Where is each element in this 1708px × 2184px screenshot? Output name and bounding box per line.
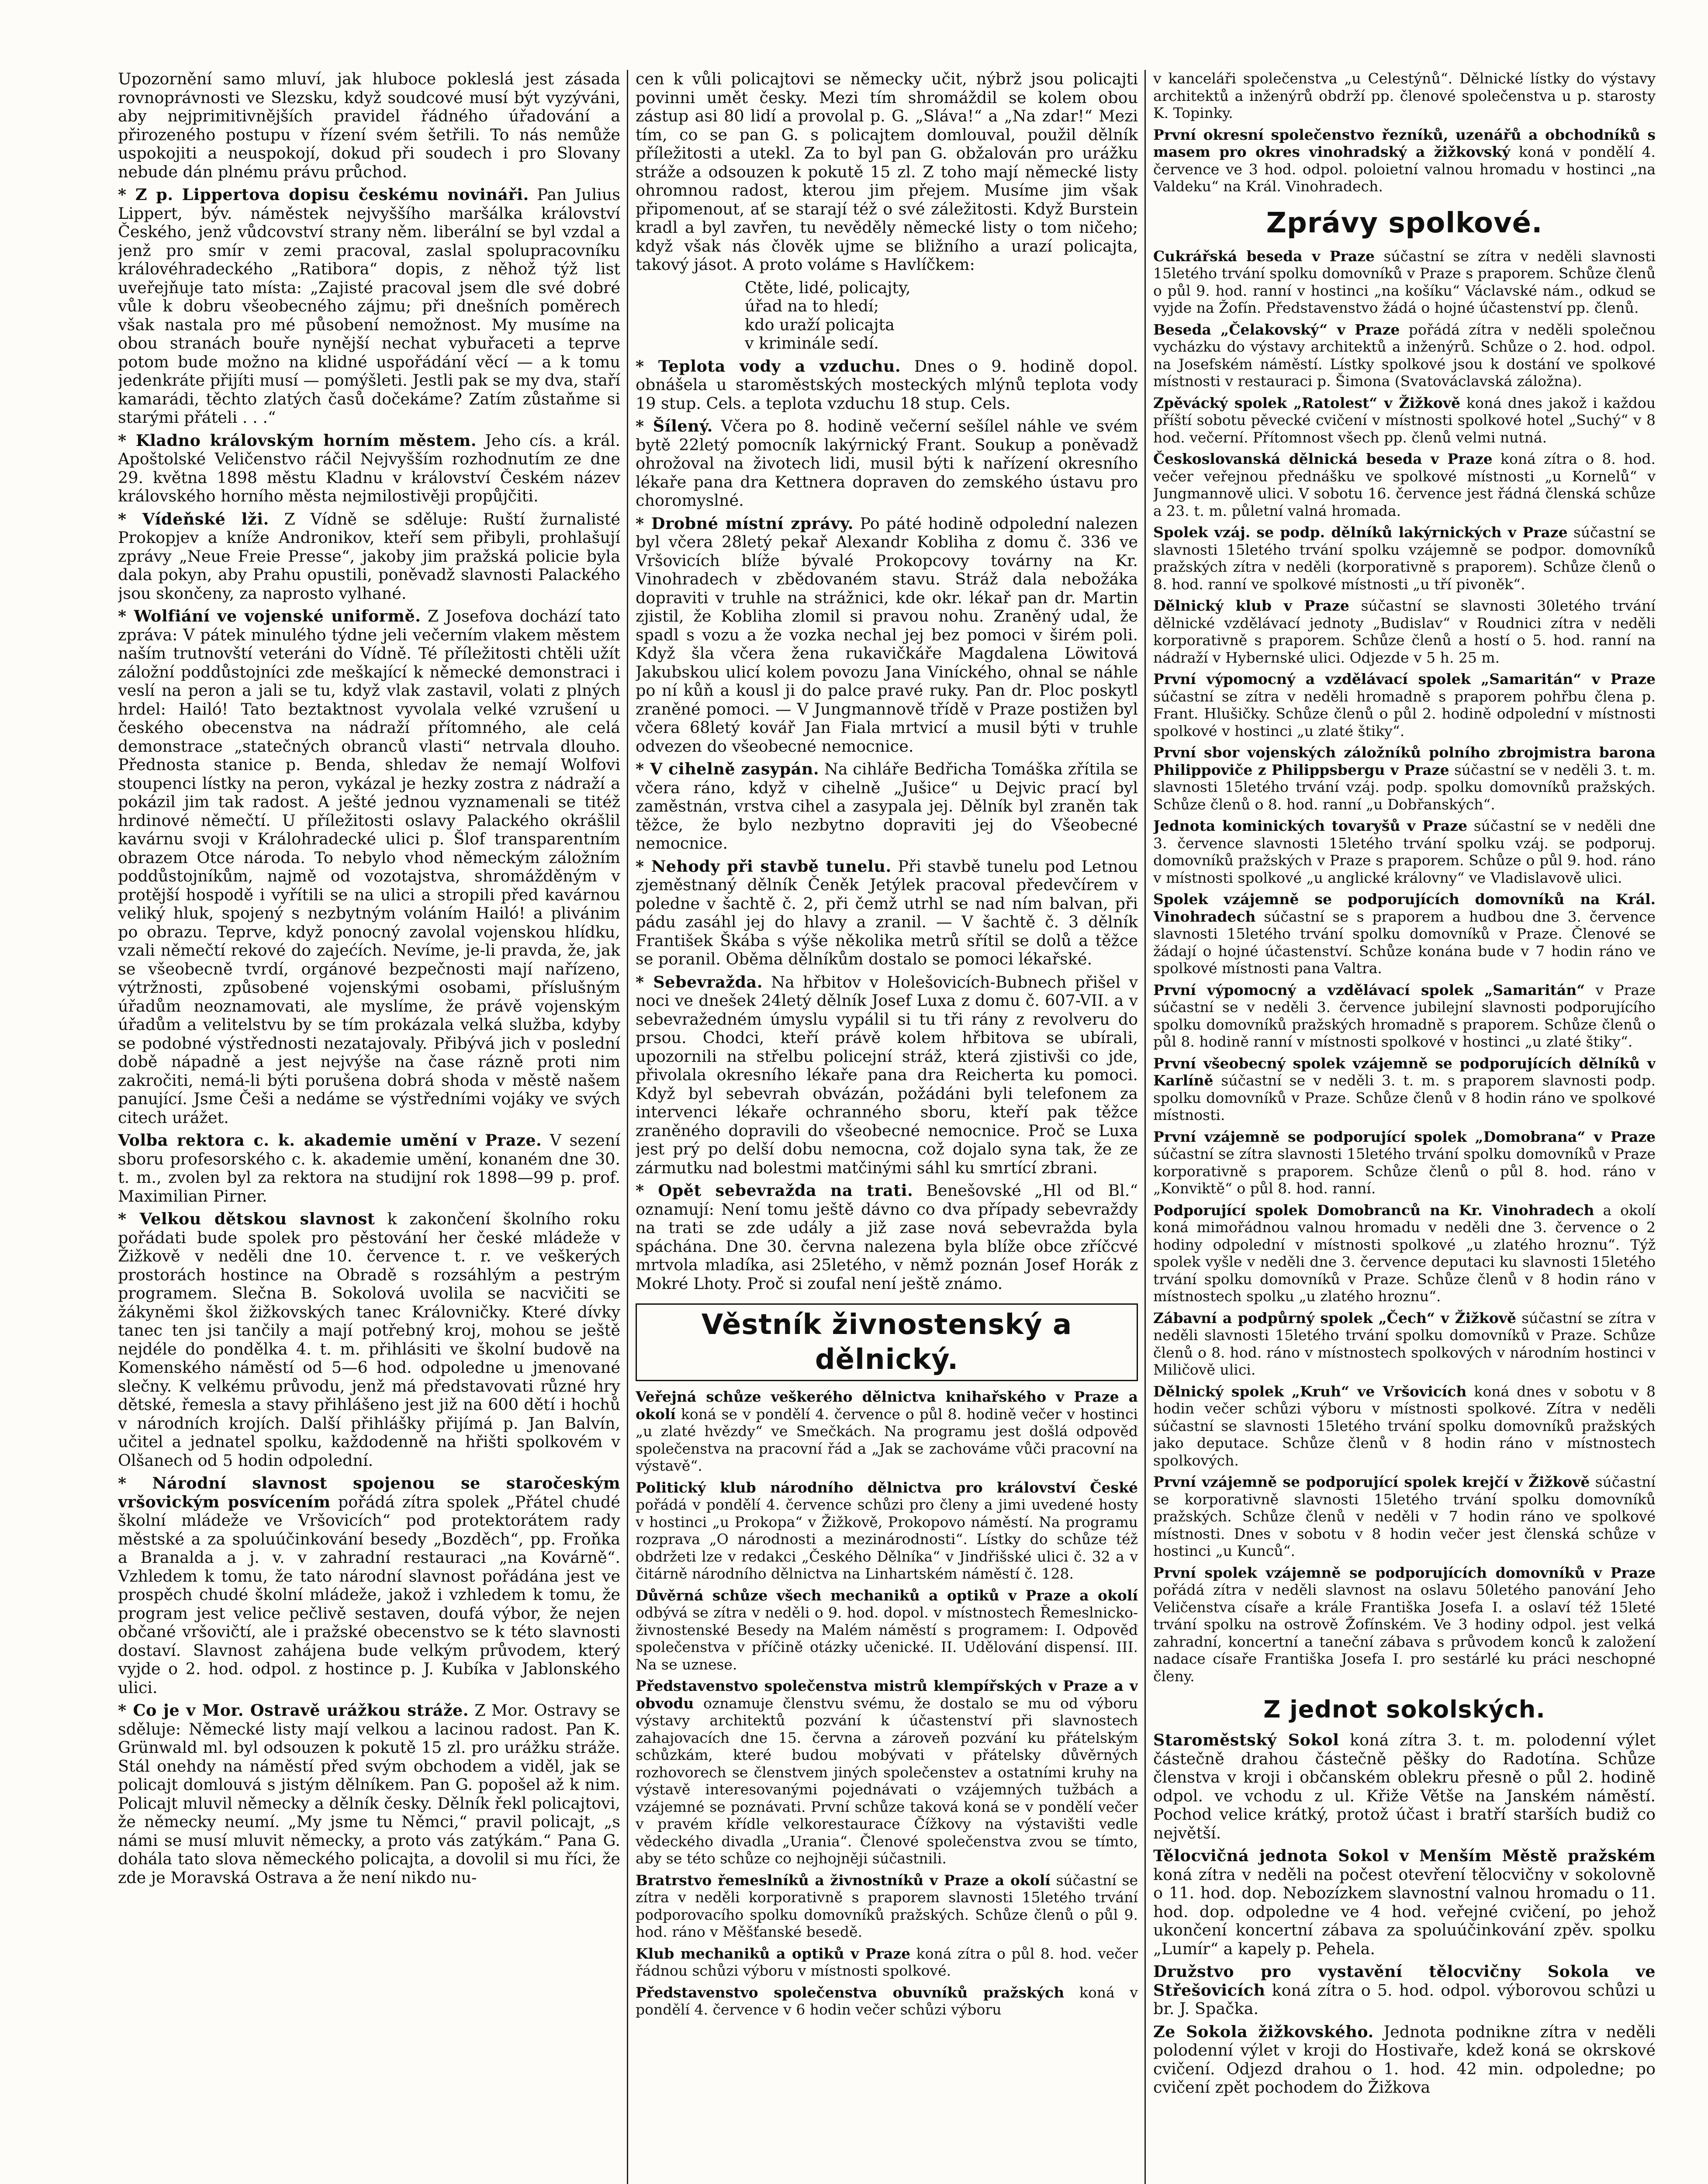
article-body: Z Josefova dochází tato zpráva: V pátek minulého týdne jeli večerním vlakem městem naším trutnovští veteráni do Vídně. Té příležitosti chtěli užít záložní poddůstojníci zde meškající k německé demonstraci i veslí na peron a jali se tu, když vlak zastavil, volati z plných hrdel: Hailó! Tato beztaktnost vyvolala velké vzrušení u českého obecenstva na nádraží přítomného, ale celá demonstrace „statečných obranců vlasti“ netrvala dlouho. Přednosta stanice p. Benda, shledav že nemají Wolfovi stoupenci lístky na peron, vykázal je hezky zostra z nádraží a pokázil jim tak radost. A ješté jednou vyznamenali se titéž hrdinové němečtí. U příležitosti oslavy Palackého okrášlil kavárnu svoji v Králohradecké ulici p. Šlof transparentním obrazem Otce národa. To nebylo vhod německým záložním poddůstojníkům, najmě od vozotajstva, shromážděným v protější hospodě i vyřítili se na ulici a stropili před kavárnou veliký hluk, spojený s nezbytným voláním Hailó! a plivánim po obrazu. Teprve, když ponocný zavolal vojenskou hlídku, vzali němečtí rekové do zajećích. Nevíme, je-li pravda, že, jak se všeobecně tvrdí, orgánové bezpečnosti mají nařízeno, výtržnosti, způsobené vojenskými osobami, příslušným úřadům neoznamovati, ale myslíme, že právě vojenským úřadům a velitelstvu by se tím prokázala velká služba, kdyby se podobné výstřednosti nezatajovaly. Přibývá jich v poslední době nápadně a jest nejvýše na čase rázně proti nim zakročiti, nemá-li býti porušena dobrá shoda v městě našem panující. Jsme Češi a nedáme se výstředními vojáky ve svých citech urážet. [118,607,620,1127]
article-headline: Dělnický spolek „Kruh“ ve Vršovicích [1153,1382,1467,1400]
article-headline: * Vídeňské lži. [118,509,269,529]
article-body: v Praze súčastní se v neděli 3. července jubilejní slavnosti podporujícího spolku domovníků pražských hromadně s praporem. Schůze členů o půl 8. hodině ranní v místnosti spolkové v hostinci „u zlaté štiky“. [1153,981,1656,1050]
article-paragraph [1153,1847,1656,1958]
article-paragraph [636,1479,1138,1583]
article-headline: * V cihelně zasypán. [636,760,819,778]
article-headline: První výpomocný a vzdělávací spolek „Samaritán“ [1153,981,1585,999]
article-paragraph [118,510,620,603]
article-paragraph [1153,524,1656,593]
article-paragraph [636,515,1138,756]
article-paragraph [118,1701,620,1887]
article-paragraph [1153,321,1656,390]
article-body: pořádá v pondělí 4. července schůzi pro členy a jimi uvedené hosty v hostinci „u Prokopa“ v Žižkově, Prokopovo náměstí. Na programu rozprava „O národnosti a mezinárodnosti“. Lístky do schůze též obdržeti lze v redakci „Českého Dělníka“ v Jindřišské ulici č. 32 a v čitárně národního dělnictva na Linhartském náměstí č. 128. [636,1496,1138,1582]
article-headline: První spolek vzájemně se podporujících domovníků v Praze [1153,1564,1656,1581]
newspaper-column-2 [636,70,1138,2184]
article-body: pořádá zítra v neděli slavnost na oslavu 50letého panování Jeho Veličenstva císaře a krále Františka Josefa I. a oslaví též 15leté trvání spolku na ostrově Žofínském. Ve 3 hodiny odpol. jest velká zahradní, koncertní a taneční zábava s průvodem konců k založení nadace císaře Františka Josefa I. pro sestárlé ku práci neschopné členy. [1153,1581,1656,1685]
article-body: súčastní se zítra v neděli slavnosti 15letého trvání spolku domovníků v Praze s praporem. Schůze členů o půl 9. hod. ranní v hostinci „na košíku“ Václavské nám., odkud se vyjde na Žofín. Představenstvo žádá o hojné účastenství pp. členů. [1153,247,1656,316]
column2-articles-middle [636,357,1138,1293]
article-headline: Klub mechaniků a optiků v Praze [636,1945,911,1962]
article-body: koná dnes v sobotu v 8 hodin večer schůzi výboru v místnosti spolkové. Zítra v neděli súčastní se slavnosti 15letého trvání spolku domovníků pražských jako deputace. Schůze členů v 8 hodin ráno v místnostech spolkových. [1153,1382,1656,1469]
article-headline: Staroměstský Sokol [1153,1731,1339,1749]
article-paragraph [1153,744,1656,813]
article-body: koná zítra v neděli na počest otevření tělocvičny v sokolovně o 11. hod. dop. Nebozízkem slavnostní valnou hromadu o 11. hod. dop. odpoledne ve 4 hod. veřejné cvičení, po jehož ukončení koncertní zábava za spoluúčinkování zpěv. spolku „Lumír“ a kapely p. Pehela. [1153,1865,1656,1958]
article-body: súčastní se slavnosti 30letého trvání dělnické vzdělávací jednoty „Budislav“ v Roudnici zítra v neděli korporativně s praporem. Schůze členů a hostí o 5. hod. ranní na nádraží v Hybernské ulici. Odjezde v 5 h. 25 m. [1153,597,1656,666]
article-body: koná zítra o 5. hod. odpol. výborovou schůzi u br. J. Spačka. [1153,1980,1656,2018]
article-headline: Dělnický klub v Praze [1153,597,1349,614]
article-body: Z Vídně se sděluje: Ruští žurnalisté Prokopjev a kníže Andronikov, kteří sem přibyli, prohlašují zprávy „Neue Freie Presse“, jakoby jim pražská policie byla dala pokyn, aby Prahu opustili, poněvadž slavnosti Palackého jsou skončeny, za naprosto vylhané. [118,509,620,603]
article-body: Po páté hodině odpolední nalezen byl včera 28letý pekař Alexandr Kobliha z domu č. 336 ve Vršovicích blíže bývalé Prokopcovy továrny na Kr. Vinohradech v zbědovaném stavu. Stráž dala nebožáka dopraviti v truhle na strážnici, kde okr. lékař pan dr. Martin zjistil, že Kobliha zlomil si pravou nohu. Zraněný udal, že spadl s vozu a že vozka nechal jej bez pomoci v širém poli. Když šla včera žena rukavičkáře Magdalena Löwitová Jakubskou ulicí kolem povozu Jana Viníckého, ohnal se náhle po ní kůň a kousl ji do palce pravé ruky. Pan dr. Ploc poskytl zraněné pomoci. — V Jungmannově třídě v Praze postižen byl včera 68letý kovář Jan Fiala mrtvicí a musil býti v truhle odvezen do všeobecné nemocnice. [636,514,1138,756]
article-headline: Představenstvo společenstva obuvníků pražských [636,1984,1065,2001]
article-paragraph [1153,981,1656,1051]
article-body: Benešovské „Hl od Bl.“ oznamují: Není tomu ještě dávno co dva případy sebevraždy na trati se zde udály a již zase nová sebevražda byla spáchána. Dne 30. června nalezena byla blíže obce zříčcvé mrtvola mladíka, asi 25letého, v němž poznán Josef Horák z Mokré Lhoty. Proč si zoufal není ještě známo. [636,1181,1138,1293]
article-paragraph [118,1131,620,1206]
column3-notices-top [1153,70,1656,195]
article-body: koná zítra 3. t. m. polodenní výlet částečně drahou částečně pěšky do Radotína. Schůze členstva v kroji i občanském oblekru přesně o půl 2. hodině odpol. ve vchodu z ul. Křiže Větše na Janském náměstí. Pochod velice krátký, protož účast i bratří starších budiž co největší. [1153,1731,1656,1842]
article-body: Na hřbitov v Holešovicích-Bubnech přišel v noci ve dnešek 24letý dělník Josef Luxa z domu č. 607-VII. a v sebevražedném úmyslu vypálil si tu tři rány z revolveru do prsou. Chodci, kteří právě kolem hřbitova se ubírali, upozornili na střelbu policejní stráž, která zjistivši co jde, přivolala okresního lékaře pana dra Reicherta ku pomoci. Když byl sebevrah obvázán, požádáni byli telefonem za intervenci lékaře ochranného sboru, kteří pak těžce zraněného dopravili do všeobecné nemocnice. Proč se Luxa jest prý po delší dobu nemocna, což dojalo syna tak, že ze zármutku nad bolestmi matčinými sáhl ku smrtící zbrani. [636,972,1138,1177]
article-body: v kanceláři společenstva „u Celestýnů“. Dělnické lístky do výstavy architektů a inženýrů obdrží pp. členové společenstva u p. starosty K. Topinky. [1153,70,1656,121]
article-paragraph [118,1474,620,1697]
article-headline: * Velkou dětskou slavnost [118,1209,375,1228]
article-body: koná dnes jakož i každou příští sobotu pěvecké cvičení v místnosti spolkové hotel „Suchý“ v 8 hod. večerní. Přítomnost všech pp. členů velmi nutná. [1153,394,1656,446]
newspaper-column-3 [1153,70,1656,2184]
article-body: Při stavbě tunelu pod Letnou zjeměstnaný dělník Čeněk Jetýlek pracoval předevčírem v poledne v šachtě č. 2, při čemž utrhl se nad ním balvan, při pádu zasáhl jej do hlavy a zranil. — V šachtě č. 3 dělník František Škába s výše několika metrů sřítil se dolů a těžce se poranil. Oběma dělníkům dostalo se pomoci lékařské. [636,857,1138,968]
article-body: súčastní se v neděli dne 3. července slavnosti 15letého trvání spolku vzáj. se podporuj. domovníků pražských v Praze s praporem. Schůze o půl 9. hod. ráno v místnosti spolkové „u anglické královny“ ve Vladislavově ulici. [1153,817,1656,886]
article-body: odbývá se zítra v neděli o 9. hod. dopol. v místnostech Řemeslnicko-živnostenské Besedy na Malém náměstí s programem: I. Odpověď společenstva v příčině otázky učenické. II. Udělování dispensí. III. Na se uznese. [636,1604,1138,1673]
article-paragraph [1153,450,1656,519]
article-headline: Podporující spolek Domobranců na Kr. Vinohradech [1153,1201,1594,1219]
article-headline: * Kladno královským horním městem. [118,431,477,450]
article-body: oznamuje členstvu svému, že dostalo se mu od výboru výstavy architektů pozvání k účastenství při slavnostech zahajovacích dne 15. června a zároveň pozvání ku přátelským schůzkám, které budou mobývati v přátelsky důvěrných rozhovorech se členstvem jiných společenstev a ostatními kruhy na výstavě interesovanými pojednávati o vzájemných tužbách a vzájemné se poznávati. První schůze taková koná se v pondělí večer v pravém křídle velkorestaurace Čížkovy na výstavišti vedle vědeckého divadla „Urania“. Členové společenstva zvou se tímto, aby se této schůze co nejhojněji súčastnili. [636,1694,1138,1867]
column-rule [1144,70,1146,2184]
havlicek-verse: Ctěte, lidé, policajty, úřad na to hledí; kdo uraží policajta v kriminále sedí. [745,278,911,352]
article-headline: První vzájemně se podporující spolek krejčí v Žižkově [1153,1473,1590,1490]
article-headline: Volba rektora c. k. akademie umění v Praze. [118,1131,542,1150]
article-paragraph [1153,394,1656,446]
section-heading-clubs: Zprávy spolkové. [1266,207,1543,239]
newspaper-column-1 [118,70,620,2184]
article-body: pořádá zítra spolek „Přátel chudé školní mládeže ve Vršovicích“ pod protektorátem rady městské a za spoluúčinkování besedy „Bozděch“, pp. Froňka a Branalda a j. v. v zahradní restauraci „na Kovárně“. Vzhledem k tomu, že tato národní slavnost pořádána jest ve prospěch chudé školní mládeže, jakož i vzhledem k tomu, že program jest velice pečlivě sestaven, doufá výbor, že nejen občané vršovičtí, ale i pražské obecenstvo se k této slavnosti dostaví. Slavnost zahájena bude velkým průvodem, který vyjde o 2. hod. odpol. z hostince p. J. Kubíka v Jablonského ulici. [118,1492,620,1697]
article-headline: První vzájemně se podporující spolek „Domobrana“ v Praze [1153,1128,1656,1145]
article-body: koná zítra o půl 8. hod. večer řádnou schůzi výboru v místnosti spolkové. [636,1945,1138,1979]
article-paragraph [118,432,620,506]
article-body: koná zítra o 8. hod. večer veřejnou přednášku ve spolkové místnosti „u Kornelů“ v Jungmannově ulici. V sobotu 16. července jest řádná členská schůze a 23. t. m. půletní valná hromada. [1153,450,1656,519]
article-body: súčastní se s praporem a hudbou dne 3. července slavnosti 15letého trvání spolku domovníků v Praze. Členové se žádají o hojné účastenství. Schůze konána bude v 7 hodin ráno ve spolkové místnosti pana Valtra. [1153,908,1656,977]
article-body: Jednota podnikne zítra v neděli polodenní výlet v kroji do Hostivaře, kdež koná se okrskové cvičení. Odjezd drahou o 1. hod. 42 min. odpoledne; po cvičení zpět pochodem do Žižkova [1153,2022,1656,2097]
article-headline: Představenstvo společenstva mistrů klempířských v Praze a v obvodu [636,1677,1138,1712]
article-body: koná se v pondělí 4. července o půl 8. hodině večer v hostinci „u zlaté hvězdy“ ve Smečkách. Na programu jest došlá odpověď společenstva na pracovní řád a „Jak se zachováme vůči pracovní na výstavě“. [636,1405,1138,1474]
article-paragraph [1153,597,1656,666]
article-paragraph [636,973,1138,1178]
article-headline: První sbor vojenských záložníků polního zbrojmistra barona Philippoviče z Philippsbergu v Praze [1153,744,1656,778]
article-body: súčastní se slavnosti 15letého trvání spolku vzájemně se podpor. domovníků pražských zítra v neděli (korporativně s praporem). Schůze členů o 8. hod. ranní ve spolkové místnosti „u tří pivoněk“. [1153,524,1656,593]
article-body: koná v pondělí 4. července ve 3 hod. odpol. poloietní valnou hromadu v hostinci „na Valdeku“ na Král. Vinohradech. [1153,143,1656,195]
article-body: Z Mor. Ostravy se sděluje: Německé listy mají velkou a lacinou radost. Pan K. Grünwald ml. byl odsouzen k pokutě 15 zl. pro urážku stráže. Stál onehdy na náměstí před svým obchodem a viděl, jak se policajt domlouvá s jistým dělníkem. Pan G. popošel až k nim. Policajt mluvil německy a dělník česky. Dělník řekl policajtovi, že německy neumí. „My jsme tu Němci,“ pravil policajt, „s námi se musí mluvit německy, a proto vás zatýkám.“ Pana G. dohála tato slova německého policajta, a dovolil si mu říci, že zde je Moravská Ostrava a že není nikdo nu- [118,1701,620,1887]
article-body: k zakončení školního roku pořádati bude spolek pro pěstování her české mládeže v Žižkově v neděli dne 10. července t. r. ve veškerých prostorách hostince na Obradě s rozsáhlým a pestrým programem. Slečna B. Sokolová uvolila se nacvičiti se žákyněmi škol žižkovských tanec Královničky. Které dívky tanec ten jsi tančily a mají potřebný kroj, mohou se ještě nejdéle do pondělka 4. t. m. přihlásiti ve školní budově na Komenského náměstí od 5—6 hod. odpoledne u jmenované slečny. K velkému průvodu, jenž má představovati různé hry dětské, řemesla a stavy přihlášeno jest již na 600 dětí i hochů v národních krojích. Další přihlášky přijímá p. Jan Balvín, učitel a jednatel spolku, každodenně na hřišti spolkovém v Olšanech od 5 hodin odpolední. [118,1209,620,1470]
article-body: súčastní se zítra v neděli hromadně s praporem pohřbu člena p. Frant. Hlušičky. Schůze členů o půl 2. hodině odpolední v místnosti spolkové v hostinci „u zlaté štiky“. [1153,688,1656,740]
article-headline: * Drobné místní zprávy. [636,514,854,533]
article-body: Upozornění samo mluví, jak hluboce pokleslá jest zásada rovnoprávnosti ve Slezsku, když soudcové musí být vyzýváni, aby nejprimitivnějších pravidel řádného úřadování a přirozeného postupu v řízení svém šetřili. To nás nemůže uspokojiti a neuspokojí, dokud při soudech i pro Slovany nebude dán plnému právu průchod. [118,70,620,181]
article-headline: Beseda „Čelakovský“ v Praze [1153,321,1400,338]
article-paragraph [636,357,1138,413]
article-headline: Bratrstvo řemeslníků a živnostníků v Praze a okolí [636,1871,1051,1889]
article-body: koná v pondělí 4. července v 6 hodin večer schůzi výboru [636,1984,1138,2018]
article-headline: Spolek vzájemně se podporujících domovníků na Král. Vinohradech [1153,891,1656,925]
article-body: Jeho cís. a král. Apoštolské Veličenstvo ráčil Nejvyšším rozhodnutím ze dne 29. května 1898 městu Kladnu v království Českém název královského horního města nejmilostivěji propůjčiti. [118,431,620,505]
article-paragraph [636,1388,1138,1475]
section-heading-trade: Věstník živnostenský a dělnický. [636,1303,1138,1381]
article-headline: * Šílený. [636,417,713,435]
article-paragraph [1153,1731,1656,1842]
article-paragraph [1153,1128,1656,1197]
article-headline: * Z p. Lippertova dopisu českému novináři. [118,185,529,204]
article-paragraph [636,417,1138,510]
article-paragraph [1153,126,1656,195]
article-body: a okolí koná mimořádnou valnou hromadu v neděli dne 3. července o 2 hodiny odpolední v místnosti spolkové „u zlatého hroznu“. Týž spolek vyšle v neděli dne 3. července deputaci ku slavnosti 15letého trvání spolku domovníků v Praze. Schůze členů v 8 hodin ráno v místnostech spolku „u zlatého hroznu“. [1153,1201,1656,1305]
article-headline: * Opět sebevražda na trati. [636,1181,913,1200]
article-headline: První všeobecný spolek vzájemně se podporujících dělníků v Karlíně [1153,1054,1656,1089]
article-body: súčastní se v neděli 3. t. m. slavnosti 15letého trvání vzáj. podp. spolku domovníků pražských. Schůze členů o 8. hod. ranní „u Dobřanských“. [1153,761,1656,813]
article-headline: * Sebevražda. [636,972,763,992]
article-body: V sezení sboru profesorského c. k. akademie umění, konaném dne 30. t. m., zvolen byl za rektora na studijní rok 1898—99 p. prof. Maximilian Pirner. [118,1131,620,1206]
section-heading-sokol: Z jednot sokolských. [1263,1696,1545,1723]
article-paragraph [1153,1383,1656,1469]
article-headline: Cukrářská beseda v Praze [1153,247,1375,265]
article-headline: Politický klub národního dělnictva pro království České [636,1479,1138,1496]
article-headline: Družstvo pro vystavění tělocvičny Sokola ve Střešovicích [1153,1962,1656,2000]
article-body: súčastní se korporativně slavnosti 15letého trvání spolku domovníků pražských. Schůze členů v neděli v 7 hodin ráno ve spolkové místnosti. Dnes v sobotu v 8 hodin večer jest členská schůze v hostinci „u Kunců“. [1153,1473,1656,1559]
article-paragraph [1153,1202,1656,1305]
article-headline: Tělocvičná jednota Sokol v Menším Městě pražském [1153,1846,1656,1865]
column3-club-notices [1153,248,1656,1685]
article-body: súčastní se v neděli 3. t. m. s praporem slavnosti podp. spolku domovníků v Praze. Schůze členů v 8 hodin ráno ve spolkové místnosti. [1153,1072,1656,1123]
article-paragraph [636,1984,1138,2018]
article-headline: Ze Sokola žižkovského. [1153,2022,1374,2041]
article-headline: Důvěrná schůze všech mechaniků a optiků v Praze a okolí [636,1586,1138,1604]
article-body: súčastní se zítra v neděli korporativně s praporem slavnosti 15letého trvání podporovacího spolku domovníků pražských. Schůze členů o půl 9. hod. ráno v Měšťanské besedě. [636,1871,1138,1940]
article-paragraph [118,607,620,1127]
column2-trade-notices [636,1388,1138,2018]
article-paragraph [636,70,1138,274]
article-paragraph [1153,1055,1656,1124]
article-paragraph [636,1945,1138,1980]
column2-articles-top [636,70,1138,274]
article-paragraph [636,760,1138,853]
article-body: súčastní se zítra slavnosti 15letého trvání spolku domovníků v Praze korporativně s praporem. Schůze členů o půl 8. hod. ráno v „Konviktě“ o půl 8. hod. ranní. [1153,1145,1656,1197]
article-headline: První výpomocný a vzdělávací spolek „Samaritán“ v Praze [1153,670,1656,688]
article-body: Včera po 8. hodině večerní sešílel náhle ve svém bytě 22letý pomocník lakýrnický Frant. Soukup a poněvadž ohrožoval na životech lidi, musil býti k nařízení okresního lékaře pana dra Kettnera dopraven do zemského ústavu pro choromyslné. [636,417,1138,510]
article-body: Na cihláře Bedřicha Tomáška zřítila se včera ráno, když v cihelně „Jušice“ u Dejvic prací byl zaměstnán, vrstva cihel a zasypala jej. Dělník byl zraněn tak těžce, že bylo nezbytno dopraviti jej do Všeobecné nemocnice. [636,760,1138,853]
article-headline: Zábavní a podpůrný spolek „Čech“ v Žižkově [1153,1309,1517,1327]
article-paragraph [1153,670,1656,740]
column3-sokol-notices [1153,1731,1656,2097]
article-headline: Jednota kominických tovaryšů v Praze [1153,817,1468,834]
article-paragraph [1153,1564,1656,1685]
article-headline: * Wolfiání ve vojenské uniformě. [118,607,421,625]
article-body: Dnes o 9. hodině dopol. obnášela u staroměstských mosteckých mlýnů teplota vody 19 stup. Cels. a teplota vzduchu 18 stup. Cels. [636,356,1138,413]
article-headline: * Co je v Mor. Ostravě urážkou stráže. [118,1701,469,1720]
article-paragraph [636,1587,1138,1673]
article-paragraph [118,70,620,181]
article-paragraph [118,1210,620,1470]
article-paragraph [1153,891,1656,977]
article-headline: Českoslovanská dělnická beseda v Praze [1153,450,1493,467]
article-body: Pan Julius Lippert, býv. náměstek nejvyššího maršálka království Českého, jenž vůdcovství strany něm. liberální se byl vzdal a jenž pro smír v zemi pracoval, zaslal spolupracovníku královéhradeckého „Ratibora“ dopis, z něhož týž list uveřejňuje tato místa: „Zajisté pracoval jsem dle své dobré vůle k dobru všeobecného zájmu; při dnešních poměrech však nastala pro mé působení nemožnost. My musíme na obou stranách bouře nynější nechat vybuřaceti a teprve potom bude možno na klidné uspořádání věcí — a k tomu jedenkráte přijíti musí — pomýšleti. Jestli pak se my dva, staří kamarádi, těchto zlatých časů dočekáme? Zatím zůstaňme si starými přáteli . . .“ [118,185,620,427]
column-rule [627,70,628,2184]
article-headline: První okresní společenstvo řezníků, uzenářů a obchodníků s masem pro okres vinohradský a žižkovský [1153,126,1656,160]
article-paragraph [118,186,620,427]
article-headline: Spolek vzáj. se podp. dělníků lakýrnických v Praze [1153,524,1568,541]
article-paragraph [1153,1310,1656,1379]
article-paragraph [1153,817,1656,886]
article-paragraph [1153,1473,1656,1560]
article-headline: * Teplota vody a vzduchu. [636,356,901,376]
article-body: cen k vůli policajtovi se německy učit, nýbrž jsou policajti povinni umět česky. Mezi tím shromáždil se kolem obou zástup asi 80 lidí a provolal p. G. „Sláva!“ a „Na zdar!“ Mezi tím, co se pan G. s policajtem domlouval, použil dělník příležitosti a utekl. Za to byl pan G. obžalován pro urážku stráže a odsouzen k pokutě 15 zl. Z toho mají německé listy ohromnou radost, kterou jim přejem. Musíme jim však připomenout, ať se starají též o své záležitosti. Když Burstein kradl a byl zavřen, tu nevěděly německé listy o tom ničeho; když však nás člověk ujme se bližního a urazí policajta, takový jásot. A proto voláme s Havlíčkem: [636,70,1138,274]
article-paragraph [636,857,1138,969]
article-headline: Zpěvácký spolek „Ratolest“ v Žižkově [1153,394,1460,411]
article-paragraph [1153,2023,1656,2097]
article-paragraph [636,1872,1138,1941]
article-body: súčastní se zítra v neděli slavnosti 15letého trvání spolku domovníků v Praze. Schůze členů o 8. hod. ráno v místnostech spolkových v národním hostinci v Miličově ulici. [1153,1309,1656,1378]
article-paragraph [636,1182,1138,1293]
article-headline: Veřejná schůze veškerého dělnictva knihařského v Praze a okolí [636,1388,1138,1423]
article-paragraph [636,1677,1138,1867]
article-headline: * Národní slavnost spojenou se staročeským vršovickým posvícením [118,1474,620,1511]
article-paragraph [1153,248,1656,317]
article-paragraph [1153,70,1656,122]
article-body: pořádá zítra v neděli společnou vycházku do výstavy architektů a inženýrů. Schůze o 2. hod. odpol. na Josefském náměstí. Lístky spolkové jsou k dostání ve spolkové místnosti v restauraci p. Šimona (Svatováclavská záložna). [1153,321,1656,390]
article-paragraph [1153,1963,1656,2018]
article-headline: * Nehody při stavbě tunelu. [636,857,892,876]
